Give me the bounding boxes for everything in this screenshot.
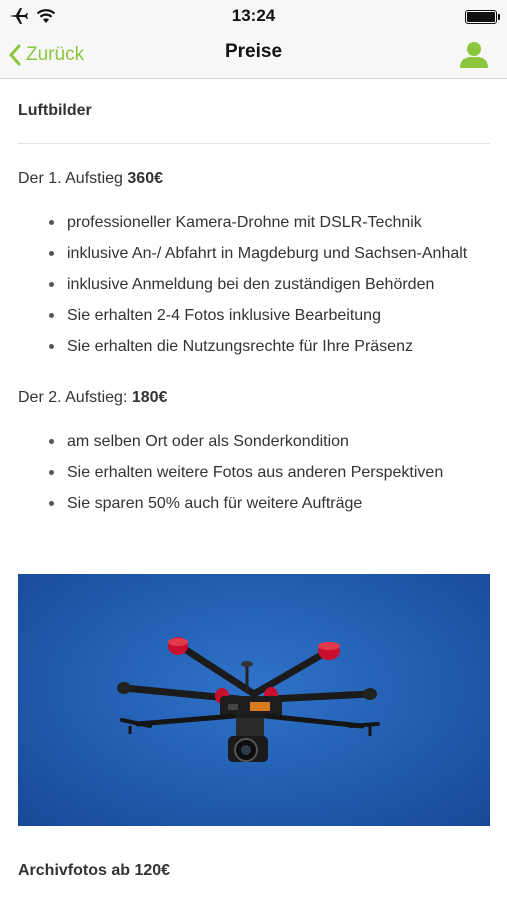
battery-icon (465, 10, 497, 24)
list-item: Sie erhalten 2-4 Fotos inklusive Bearbeitung (18, 300, 490, 331)
list-item: Sie sparen 50% auch für weitere Aufträge (18, 488, 490, 519)
back-label: Zurück (26, 44, 85, 65)
drone-photo (18, 574, 490, 826)
navigation-bar (0, 34, 507, 79)
section-title-luftbilder: Luftbilder (18, 102, 92, 119)
price-content (18, 78, 490, 519)
offer-2-label: Der 2. Aufstieg: (18, 389, 132, 406)
list-item: inklusive Anmeldung bei den zuständigen Behörden (18, 269, 490, 300)
drone-illustration (18, 574, 490, 826)
page-title: Preise (224, 41, 283, 62)
status-bar (0, 0, 507, 34)
list-item: professioneller Kamera-Drohne mit DSLR-Technik (18, 207, 490, 238)
offer-2-heading (18, 387, 490, 409)
list-item: am selben Ort oder als Sonderkondition (18, 426, 490, 457)
list-item: Sie erhalten weitere Fotos aus anderen Perspektiven (18, 457, 490, 488)
offer-1-heading (18, 168, 490, 190)
list-item: inklusive An-/ Abfahrt in Magdeburg und Sachsen-Anhalt (18, 238, 490, 269)
offer-1-price: 360€ (127, 170, 163, 187)
offer-2-list (18, 426, 490, 519)
user-profile-button[interactable] (457, 38, 491, 72)
status-time: 13:24 (231, 6, 276, 25)
offer-1-label: Der 1. Aufstieg (18, 170, 128, 187)
user-profile-icon (457, 38, 491, 72)
list-item: Sie erhalten die Nutzungsrechte für Ihre Präsenz (18, 331, 490, 362)
offer-1-list (18, 207, 490, 362)
divider (18, 143, 490, 144)
offer-2-price: 180€ (131, 389, 168, 406)
archive-photos-title: Archivfotos ab 120€ (18, 862, 171, 879)
